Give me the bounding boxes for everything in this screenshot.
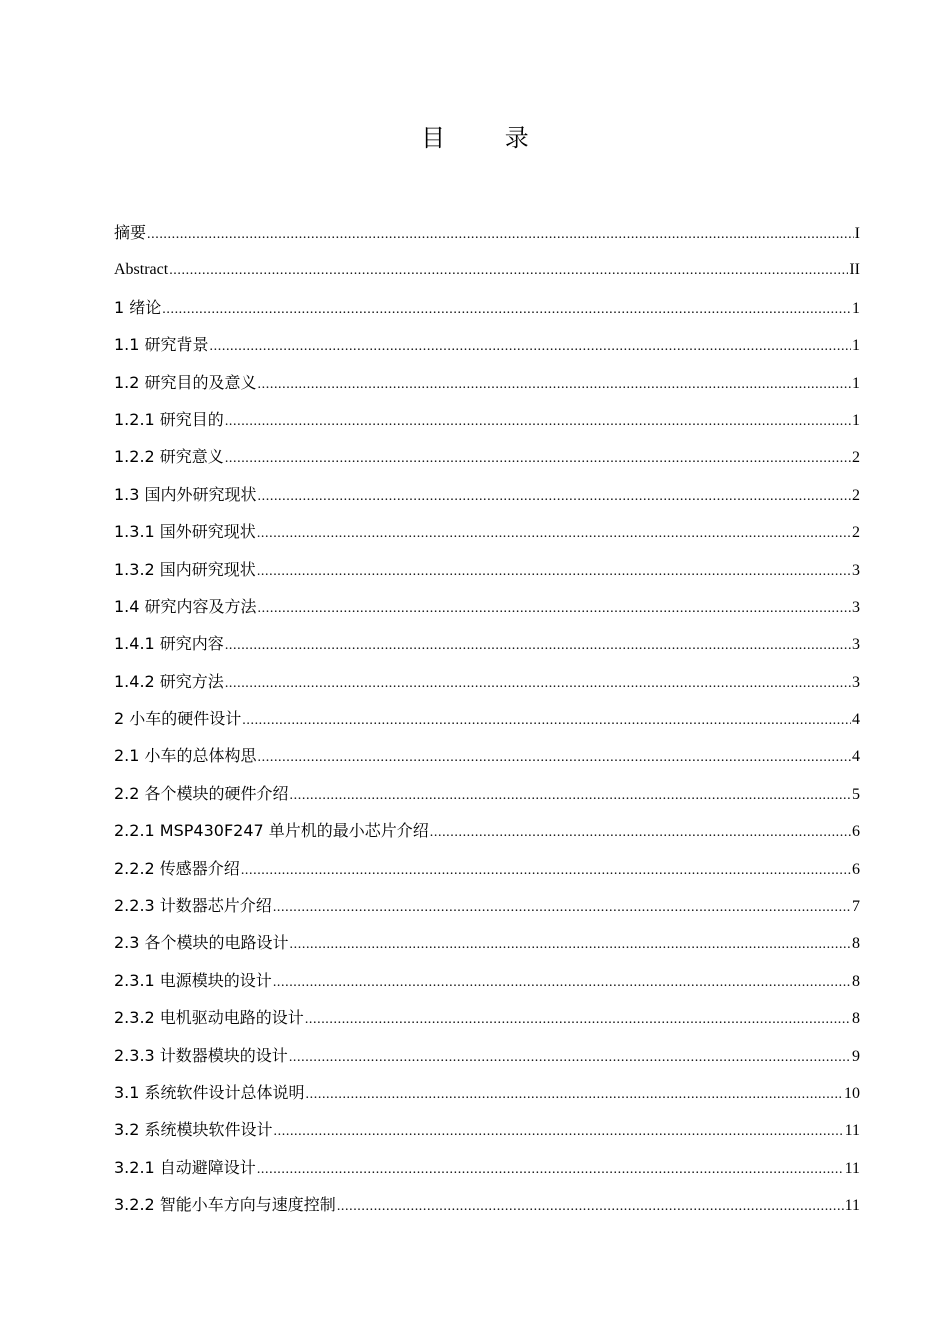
toc-entry-page: 5 xyxy=(852,785,860,803)
toc-dot-leader xyxy=(242,702,851,739)
toc-entry-label: 2.3.3 计数器模块的设计 xyxy=(114,1045,288,1065)
toc-entry-page: 1 xyxy=(852,337,860,355)
toc-dot-leader xyxy=(258,739,851,776)
toc-entry[interactable] xyxy=(114,1149,860,1186)
toc-entry-label: 1.4.1 研究内容 xyxy=(114,634,224,654)
toc-entry[interactable] xyxy=(114,962,860,999)
toc-entry-page: 2 xyxy=(852,449,860,467)
toc-entry[interactable] xyxy=(114,438,860,475)
toc-entry-page: 1 xyxy=(852,374,860,392)
toc-dot-leader xyxy=(430,814,851,851)
toc-dot-leader xyxy=(225,403,851,440)
toc-entry-label: 1.3 国内外研究现状 xyxy=(114,484,257,504)
toc-list xyxy=(114,214,860,1224)
toc-dot-leader xyxy=(258,590,851,627)
toc-entry-page: 2 xyxy=(852,486,860,504)
toc-dot-leader xyxy=(257,1151,844,1188)
toc-entry-page: 3 xyxy=(852,561,860,579)
toc-entry[interactable] xyxy=(114,289,860,326)
toc-entry-page: 11 xyxy=(844,1197,860,1215)
toc-entry-page: 3 xyxy=(852,673,860,691)
toc-entry-label: 2.2.2 传感器介绍 xyxy=(114,858,240,878)
toc-dot-leader xyxy=(305,1001,851,1038)
toc-entry-page: 10 xyxy=(844,1084,860,1102)
toc-entry-page: II xyxy=(849,261,860,279)
toc-entry-label: 1.3.2 国内研究现状 xyxy=(114,559,256,579)
toc-entry[interactable] xyxy=(114,1037,860,1074)
toc-dot-leader xyxy=(257,553,851,590)
toc-entry-page: 8 xyxy=(852,1010,860,1028)
toc-entry-label: 1.2.1 研究目的 xyxy=(114,409,224,429)
toc-entry[interactable] xyxy=(114,775,860,812)
toc-dot-leader xyxy=(273,964,851,1001)
toc-dot-leader xyxy=(225,665,851,702)
toc-entry[interactable] xyxy=(114,700,860,737)
toc-entry-label: 1.2 研究目的及意义 xyxy=(114,372,257,392)
toc-entry-page: 6 xyxy=(852,823,860,841)
toc-entry-label: 3.1 系统软件设计总体说明 xyxy=(114,1082,305,1102)
toc-entry-label: 3.2.2 智能小车方向与速度控制 xyxy=(114,1195,336,1215)
toc-dot-leader xyxy=(337,1188,844,1225)
toc-entry-label: Abstract xyxy=(114,261,169,279)
toc-dot-leader xyxy=(258,478,851,515)
toc-dot-leader xyxy=(225,440,851,477)
toc-entry[interactable] xyxy=(114,364,860,401)
toc-entry-label: 2.2 各个模块的硬件介绍 xyxy=(114,783,289,803)
toc-entry-label: 摘要 xyxy=(114,223,147,242)
toc-dot-leader xyxy=(147,216,854,253)
toc-entry-label: 2 小车的硬件设计 xyxy=(114,709,242,729)
toc-entry-label: 3.2 系统模块软件设计 xyxy=(114,1120,273,1140)
toc-entry-label: 2.1 小车的总体构思 xyxy=(114,746,257,766)
toc-entry[interactable] xyxy=(114,1111,860,1148)
toc-entry-label: 1.1 研究背景 xyxy=(114,335,209,355)
toc-entry-label: 2.3 各个模块的电路设计 xyxy=(114,933,289,953)
toc-entry[interactable] xyxy=(114,999,860,1036)
toc-entry-page: 4 xyxy=(852,711,860,729)
toc-entry[interactable] xyxy=(114,1074,860,1111)
toc-dot-leader xyxy=(289,1039,851,1076)
toc-entry[interactable] xyxy=(114,326,860,363)
toc-dot-leader xyxy=(257,515,851,552)
toc-dot-leader xyxy=(290,777,851,814)
toc-entry[interactable] xyxy=(114,401,860,438)
toc-entry-label: 1.4.2 研究方法 xyxy=(114,671,224,691)
toc-dot-leader xyxy=(241,852,851,889)
toc-entry-page: 1 xyxy=(852,411,860,429)
toc-dot-leader xyxy=(169,252,848,289)
toc-dot-leader xyxy=(258,366,851,403)
toc-dot-leader xyxy=(225,627,851,664)
toc-entry[interactable] xyxy=(114,476,860,513)
toc-entry[interactable] xyxy=(114,1186,860,1223)
toc-entry[interactable] xyxy=(114,251,860,288)
toc-entry[interactable] xyxy=(114,850,860,887)
toc-entry-label: 1.2.2 研究意义 xyxy=(114,447,224,467)
toc-entry-label: 1 绪论 xyxy=(114,297,162,317)
toc-entry-page: 11 xyxy=(844,1122,860,1140)
toc-dot-leader xyxy=(162,291,851,328)
toc-entry-page: 8 xyxy=(852,972,860,990)
toc-entry-label: 2.3.1 电源模块的设计 xyxy=(114,970,272,990)
toc-dot-leader xyxy=(274,1113,844,1150)
toc-entry-page: 8 xyxy=(852,935,860,953)
toc-entry-page: 2 xyxy=(852,524,860,542)
toc-entry-page: I xyxy=(854,225,860,242)
toc-entry[interactable] xyxy=(114,887,860,924)
page-title: 目 录 xyxy=(421,124,555,152)
toc-dot-leader xyxy=(306,1076,843,1113)
toc-entry-page: 3 xyxy=(852,636,860,654)
toc-entry[interactable] xyxy=(114,663,860,700)
toc-entry[interactable] xyxy=(114,513,860,550)
toc-entry[interactable] xyxy=(114,924,860,961)
toc-entry[interactable] xyxy=(114,214,860,251)
toc-entry-label: 2.2.1 MSP430F247 单片机的最小芯片介绍 xyxy=(114,821,429,841)
toc-entry-page: 6 xyxy=(852,860,860,878)
toc-entry-page: 3 xyxy=(852,598,860,616)
toc-entry-page: 11 xyxy=(844,1159,860,1177)
toc-entry[interactable] xyxy=(114,737,860,774)
toc-entry-label: 1.3.1 国外研究现状 xyxy=(114,522,256,542)
toc-entry-label: 1.4 研究内容及方法 xyxy=(114,596,257,616)
toc-entry-page: 9 xyxy=(852,1047,860,1065)
toc-entry[interactable] xyxy=(114,551,860,588)
toc-dot-leader xyxy=(210,328,851,365)
toc-entry-page: 7 xyxy=(852,898,860,916)
toc-entry-page: 4 xyxy=(852,748,860,766)
toc-dot-leader xyxy=(273,889,851,926)
toc-entry-label: 3.2.1 自动避障设计 xyxy=(114,1157,256,1177)
toc-entry[interactable] xyxy=(114,588,860,625)
toc-entry-label: 2.2.3 计数器芯片介绍 xyxy=(114,896,272,916)
toc-entry-label: 2.3.2 电机驱动电路的设计 xyxy=(114,1008,304,1028)
toc-entry[interactable] xyxy=(114,625,860,662)
toc-dot-leader xyxy=(290,926,851,963)
toc-entry[interactable] xyxy=(114,812,860,849)
toc-entry-page: 1 xyxy=(852,299,860,317)
